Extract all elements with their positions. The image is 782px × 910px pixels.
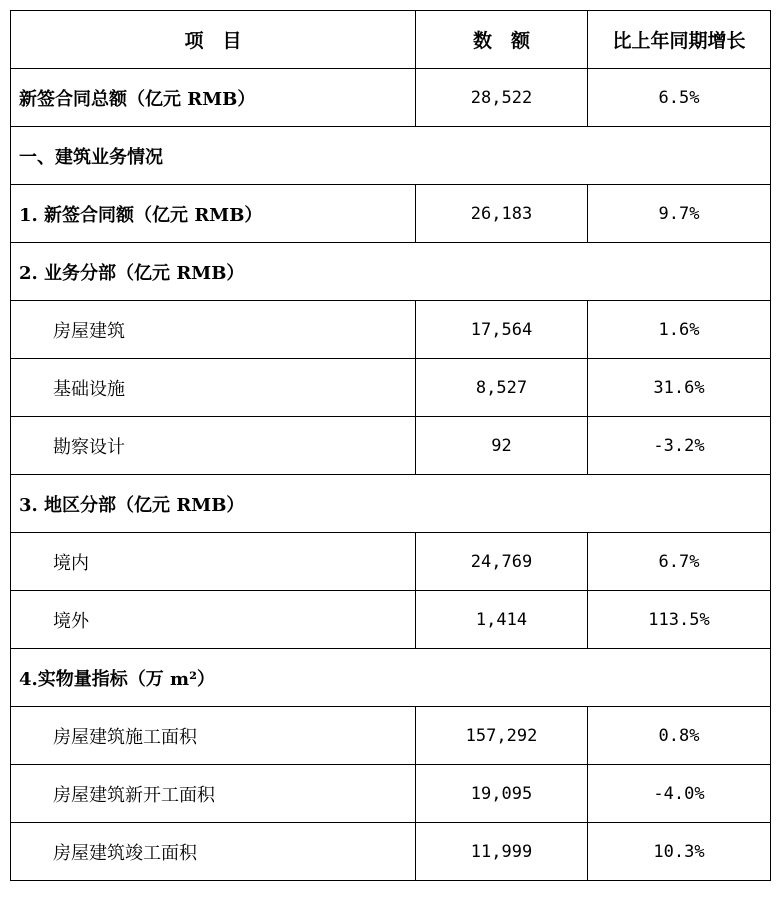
row-label: 境内: [11, 533, 416, 591]
header-amount: 数 额: [416, 11, 588, 69]
row-amount: 8,527: [416, 359, 588, 417]
table-row: [11, 823, 771, 881]
row-label: 一、建筑业务情况: [11, 127, 771, 185]
row-label: 1. 新签合同额（亿元 RMB）: [11, 185, 416, 243]
row-amount: 1,414: [416, 591, 588, 649]
row-label: 房屋建筑新开工面积: [11, 765, 416, 823]
row-growth: 1.6%: [588, 301, 771, 359]
row-growth: 9.7%: [588, 185, 771, 243]
row-label: 新签合同总额（亿元 RMB）: [11, 69, 416, 127]
row-growth: 0.8%: [588, 707, 771, 765]
row-amount: 17,564: [416, 301, 588, 359]
row-growth: 31.6%: [588, 359, 771, 417]
section-row: [11, 475, 771, 533]
table-row: [11, 185, 771, 243]
row-amount: 11,999: [416, 823, 588, 881]
table-row: [11, 591, 771, 649]
section-row: [11, 127, 771, 185]
row-label: 房屋建筑竣工面积: [11, 823, 416, 881]
table-row: [11, 301, 771, 359]
row-growth: 6.5%: [588, 69, 771, 127]
row-growth: -3.2%: [588, 417, 771, 475]
row-label: 基础设施: [11, 359, 416, 417]
header-row: [11, 11, 771, 69]
table-row: [11, 69, 771, 127]
row-label: 3. 地区分部（亿元 RMB）: [11, 475, 771, 533]
section-row: [11, 243, 771, 301]
row-amount: 28,522: [416, 69, 588, 127]
row-growth: -4.0%: [588, 765, 771, 823]
row-label: 2. 业务分部（亿元 RMB）: [11, 243, 771, 301]
row-label: 境外: [11, 591, 416, 649]
row-amount: 92: [416, 417, 588, 475]
table-row: [11, 765, 771, 823]
header-item: 项 目: [11, 11, 416, 69]
section-row: [11, 649, 771, 707]
row-label: 4.实物量指标（万 m²）: [11, 649, 771, 707]
row-growth: 10.3%: [588, 823, 771, 881]
row-label: 房屋建筑施工面积: [11, 707, 416, 765]
row-growth: 6.7%: [588, 533, 771, 591]
table-body: [11, 69, 771, 881]
row-label: 房屋建筑: [11, 301, 416, 359]
table-row: [11, 533, 771, 591]
table-row: [11, 417, 771, 475]
row-label: 勘察设计: [11, 417, 416, 475]
row-amount: 24,769: [416, 533, 588, 591]
table-row: [11, 707, 771, 765]
row-amount: 26,183: [416, 185, 588, 243]
row-amount: 19,095: [416, 765, 588, 823]
header-growth: 比上年同期增长: [588, 11, 771, 69]
row-amount: 157,292: [416, 707, 588, 765]
contracts-table: [10, 10, 771, 881]
table-row: [11, 359, 771, 417]
row-growth: 113.5%: [588, 591, 771, 649]
